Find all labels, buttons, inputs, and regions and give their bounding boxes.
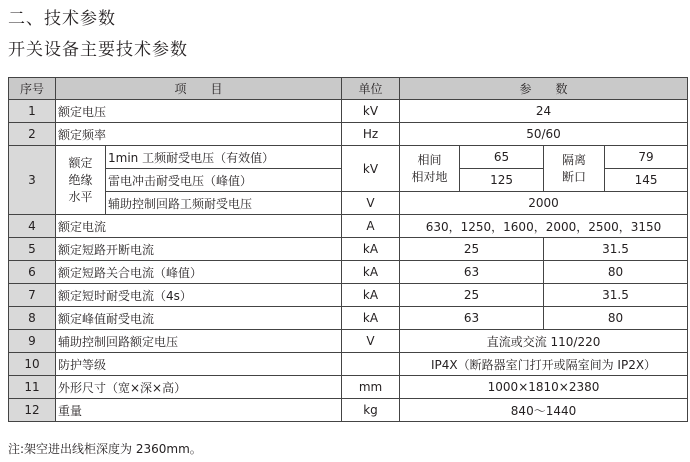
value-cell: 25 <box>400 238 544 261</box>
item-name: 防护等级 <box>56 353 342 376</box>
value-cell: 24 <box>400 100 688 123</box>
item-name: 辅助控制回路额定电压 <box>56 330 342 353</box>
table-title: 开关设备主要技术参数 <box>8 40 188 60</box>
item-name: 额定峰值耐受电流 <box>56 307 342 330</box>
unit-cell: kA <box>342 261 400 284</box>
row-number: 12 <box>9 399 56 422</box>
label-gap: 断口 <box>562 169 587 184</box>
label-ground: 相对地 <box>411 169 448 184</box>
item-name: 额定短时耐受电流（4s） <box>56 284 342 307</box>
header-item: 项 目 <box>56 78 342 100</box>
row-number: 8 <box>9 307 56 330</box>
unit-cell: V <box>342 192 400 215</box>
phase-ground-label <box>400 146 460 192</box>
item-name: 雷电冲击耐受电压（峰值） <box>106 169 342 192</box>
item-name: 1min 工频耐受电压（有效值） <box>106 146 342 169</box>
unit-cell: Hz <box>342 123 400 146</box>
unit-cell: kA <box>342 238 400 261</box>
table-row <box>9 192 688 215</box>
value-cell: 63 <box>400 307 544 330</box>
row-number: 7 <box>9 284 56 307</box>
table-row <box>9 238 688 261</box>
item-name: 外形尺寸（宽×深×高） <box>56 376 342 399</box>
unit-cell: kA <box>342 284 400 307</box>
value-cell: 31.5 <box>544 284 688 307</box>
table-row <box>9 353 688 376</box>
item-name: 额定短路关合电流（峰值） <box>56 261 342 284</box>
isolation-label <box>544 146 605 192</box>
value-cell: 63 <box>400 261 544 284</box>
value-cell: 1000×1810×2380 <box>400 376 688 399</box>
value-cell: 2000 <box>400 192 688 215</box>
unit-cell: V <box>342 330 400 353</box>
value-cell: 840～1440 <box>400 399 688 422</box>
item-name: 重量 <box>56 399 342 422</box>
item-name: 额定电流 <box>56 215 342 238</box>
row-number: 9 <box>9 330 56 353</box>
label-isolation: 隔离 <box>562 152 587 167</box>
item-name: 辅助控制回路工频耐受电压 <box>106 192 342 215</box>
row-number: 2 <box>9 123 56 146</box>
table-row <box>9 123 688 146</box>
footnote: 注:架空进出线柜深度为 2360mm。 <box>8 442 202 456</box>
table-row <box>9 376 688 399</box>
value-cell: 65 <box>460 146 544 169</box>
table-row <box>9 100 688 123</box>
unit-cell: kg <box>342 399 400 422</box>
header-params: 参 数 <box>400 78 688 100</box>
row-number: 6 <box>9 261 56 284</box>
value-cell: 630，1250，1600，2000，2500，3150 <box>400 215 688 238</box>
unit-cell: kV <box>342 146 400 192</box>
item-name: 额定电压 <box>56 100 342 123</box>
unit-cell: A <box>342 215 400 238</box>
table-row <box>9 215 688 238</box>
value-cell: 80 <box>544 307 688 330</box>
table-row <box>9 146 688 169</box>
unit-cell <box>342 353 400 376</box>
table-row <box>9 399 688 422</box>
unit-cell: mm <box>342 376 400 399</box>
spec-table <box>8 77 688 422</box>
value-cell: 79 <box>605 146 688 169</box>
table-header-row <box>9 78 688 100</box>
header-unit: 单位 <box>342 78 400 100</box>
value-cell: 145 <box>605 169 688 192</box>
value-cell: 50/60 <box>400 123 688 146</box>
value-cell: 80 <box>544 261 688 284</box>
value-cell: 直流或交流 110/220 <box>400 330 688 353</box>
table-row <box>9 284 688 307</box>
row-number: 11 <box>9 376 56 399</box>
table-row <box>9 261 688 284</box>
insulation-group-label <box>56 146 106 215</box>
header-no: 序号 <box>9 78 56 100</box>
group-label-text: 额定绝缘水平 <box>68 155 93 204</box>
value-cell: 25 <box>400 284 544 307</box>
row-number: 10 <box>9 353 56 376</box>
row-number: 1 <box>9 100 56 123</box>
unit-cell: kA <box>342 307 400 330</box>
item-name: 额定频率 <box>56 123 342 146</box>
row-number: 4 <box>9 215 56 238</box>
value-cell: 125 <box>460 169 544 192</box>
value-cell: 31.5 <box>544 238 688 261</box>
row-number: 3 <box>9 146 56 215</box>
label-phase: 相间 <box>417 152 442 167</box>
section-title: 二、技术参数 <box>8 9 116 29</box>
item-name: 额定短路开断电流 <box>56 238 342 261</box>
unit-cell: kV <box>342 100 400 123</box>
table-row <box>9 307 688 330</box>
table-row <box>9 330 688 353</box>
value-cell: IP4X（断路器室门打开或隔室间为 IP2X） <box>400 353 688 376</box>
row-number: 5 <box>9 238 56 261</box>
